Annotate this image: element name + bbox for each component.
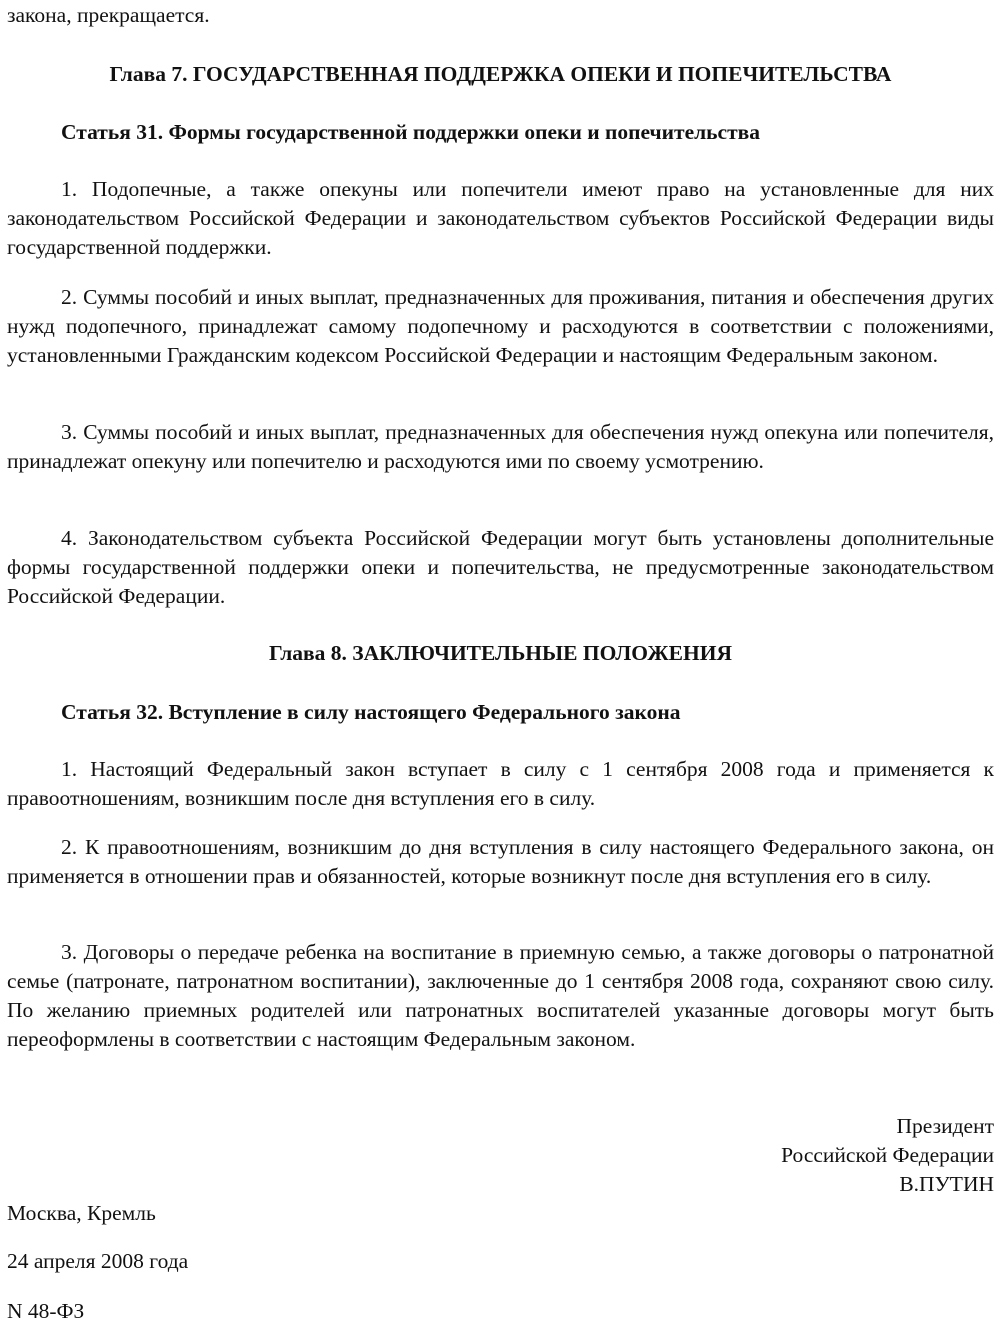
signing-place: Москва, Кремль xyxy=(7,1201,156,1225)
signing-date: 24 апреля 2008 года xyxy=(7,1249,189,1273)
article-32-paragraph-1: 1. Настоящий Федеральный закон вступает в силу с 1 сентября 2008 года и применяется к правоотношениям, возникшим после дня вступления его в силу. xyxy=(7,757,994,810)
signature-block xyxy=(7,1112,994,1199)
article-31-paragraph-2: 2. Суммы пособий и иных выплат, предназначенных для проживания, питания и обеспечения других нужд подопечного, принадлежат самому подопечному и расходуются в соответствии с положениями, установленными Гражданским кодексом Российской Федерации и настоящим Федеральным законом. xyxy=(7,285,994,367)
article-32-paragraph-3: 3. Договоры о передаче ребенка на воспитание в приемную семью, а также договоры о патронатной семье (патронате, патронатном воспитании), заключенные до 1 сентября 2008 года, сохраняют свою силу. По желанию приемных родителей или патронатных воспитателей указанные договоры могут быть переоформлены в соответствии с настоящим Федеральным законом. xyxy=(7,940,994,1051)
article-32-paragraph-2: 2. К правоотношениям, возникшим до дня вступления в силу настоящего Федерального закона, он применяется в отношении прав и обязанностей, которые возникнут после дня вступления его в силу. xyxy=(7,835,994,888)
law-number: N 48-ФЗ xyxy=(7,1299,85,1323)
article-31-paragraph-4: 4. Законодательством субъекта Российской Федерации могут быть установлены дополнительные формы государственной поддержки опеки и попечительства, не предусмотренные законодательством Российской Федерации. xyxy=(7,526,994,608)
signature-title: Президент xyxy=(896,1114,994,1138)
article-31-paragraph-1: 1. Подопечные, а также опекуны или попечители имеют право на установленные для них законодательством Российской Федерации и законодательством субъектов Российской Федерации виды государственной поддержки. xyxy=(7,177,994,259)
top-fragment: закона, прекращается. xyxy=(7,3,210,27)
article-32-heading: Статья 32. Вступление в силу настоящего Федерального закона xyxy=(61,700,681,724)
article-31-heading: Статья 31. Формы государственной поддержки опеки и попечительства xyxy=(61,120,761,144)
signature-country: Российской Федерации xyxy=(781,1143,994,1167)
signature-name: В.ПУТИН xyxy=(899,1172,994,1196)
chapter-7-heading: Глава 7. ГОСУДАРСТВЕННАЯ ПОДДЕРЖКА ОПЕКИ И ПОПЕЧИТЕЛЬСТВА xyxy=(109,62,892,86)
chapter-8-heading: Глава 8. ЗАКЛЮЧИТЕЛЬНЫЕ ПОЛОЖЕНИЯ xyxy=(268,641,733,665)
article-31-paragraph-3: 3. Суммы пособий и иных выплат, предназначенных для обеспечения нужд опекуна или попечителя, принадлежат опекуну или попечителю и расходуются ими по своему усмотрению. xyxy=(7,420,994,473)
